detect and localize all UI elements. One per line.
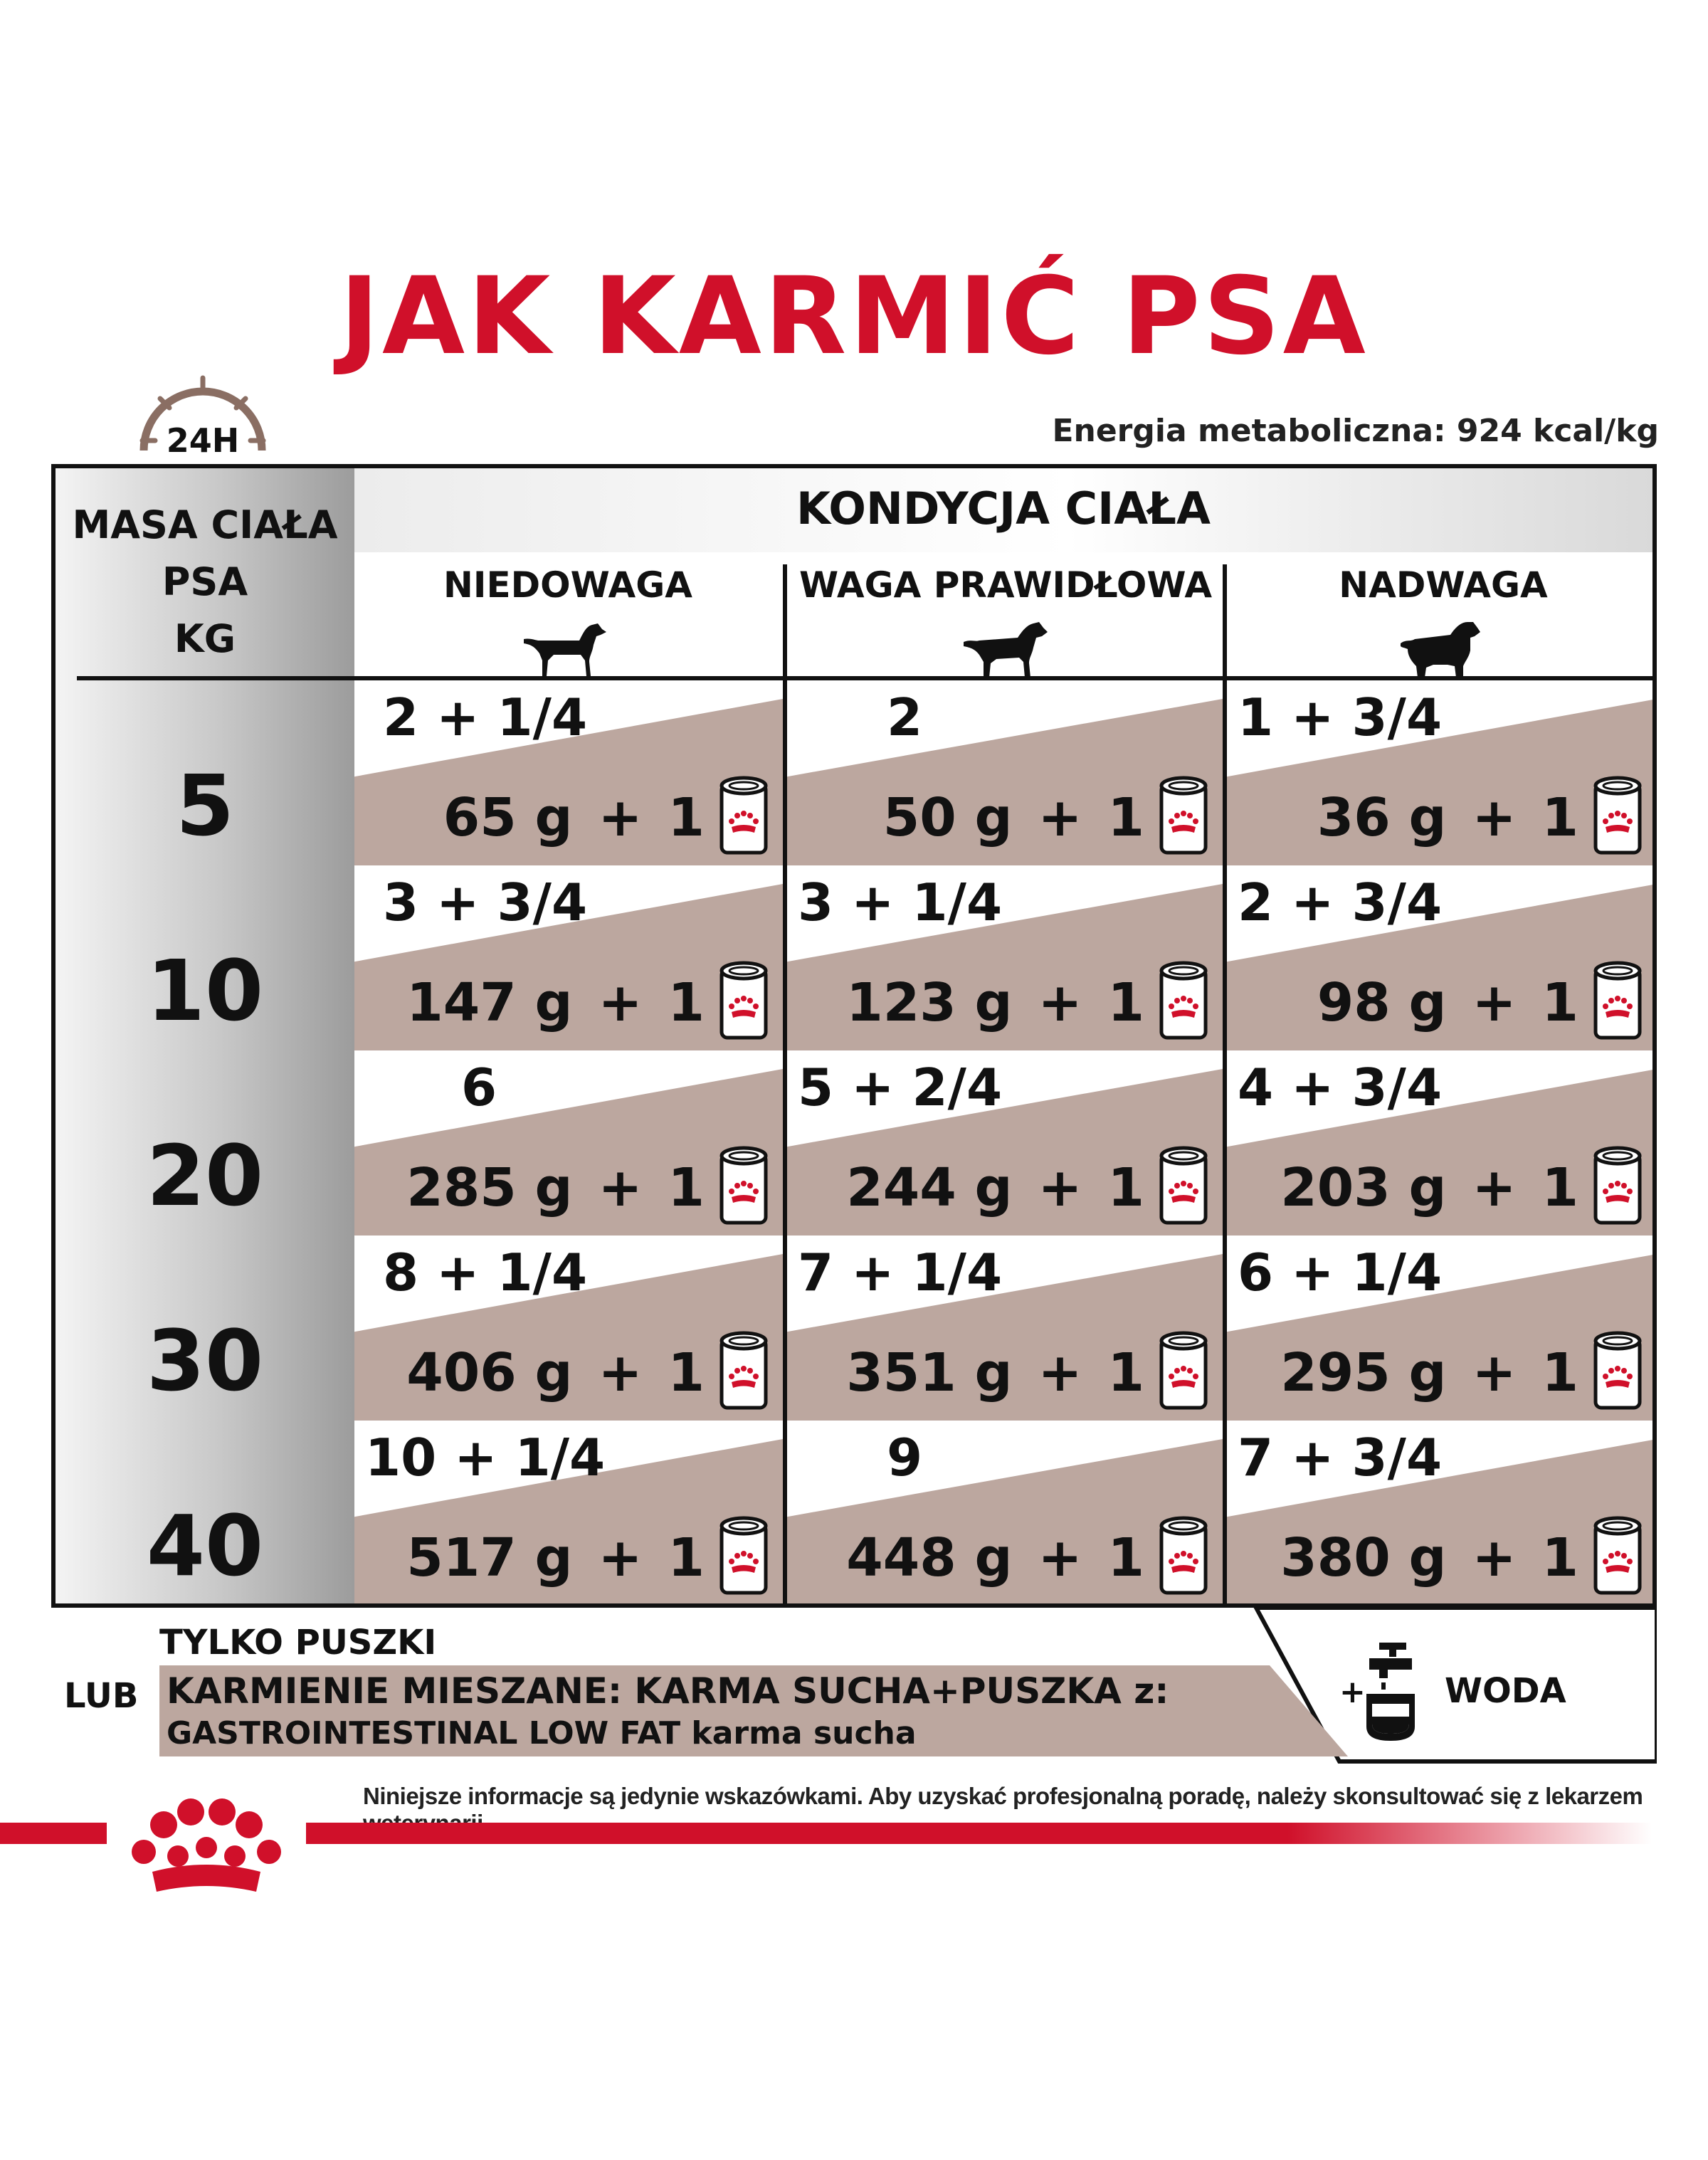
- can-count: 1: [668, 1157, 705, 1218]
- can-count: 1: [1541, 1157, 1578, 1218]
- feeding-cell: [787, 680, 1223, 865]
- or-label: LUB: [64, 1676, 139, 1716]
- clock-24h-icon: [135, 367, 270, 459]
- page-title: JAK KARMIĆ PSA: [339, 255, 1369, 379]
- can-count: 1: [1541, 787, 1578, 848]
- royal-canin-can-icon: [1593, 1329, 1643, 1415]
- grams-plus-cans: [406, 972, 705, 1033]
- only-cans-label: TYLKO PUSZKI: [159, 1623, 437, 1663]
- dry-food-grams: 351 g: [846, 1342, 1013, 1403]
- mass-header: [56, 497, 354, 668]
- can-count: 1: [1541, 1342, 1578, 1403]
- plus-sign: +: [1472, 1157, 1517, 1218]
- dry-food-cups: 2 + 3/4: [1238, 873, 1443, 932]
- royal-canin-can-icon: [1159, 1329, 1208, 1415]
- column-header-normal-weight: WAGA PRAWIDŁOWA: [798, 564, 1213, 606]
- dry-food-grams: 203 g: [1280, 1157, 1447, 1218]
- dry-food-cups: 3 + 3/4: [383, 873, 588, 932]
- weight-5kg: 5: [175, 757, 235, 855]
- dry-food-grams: 65 g: [443, 787, 573, 848]
- weight-40kg: 40: [146, 1497, 264, 1595]
- can-count: 1: [668, 972, 705, 1033]
- royal-canin-can-icon: [1159, 1144, 1208, 1230]
- royal-canin-can-icon: [719, 959, 769, 1045]
- royal-canin-can-icon: [719, 774, 769, 860]
- plus-sign: +: [1472, 1527, 1517, 1589]
- column-header-underweight: NIEDOWAGA: [443, 564, 692, 606]
- disclaimer: Niniejsze informacje są jedynie wskazówkami. Aby uzyskać profesjonalną poradę, należy skonsultować się z lekarzem: [363, 1783, 1643, 1809]
- royal-canin-can-icon: [1159, 1514, 1208, 1600]
- feeding-cell: [354, 680, 783, 865]
- feeding-cell: [787, 1421, 1223, 1606]
- feeding-cell: [354, 1236, 783, 1421]
- feeding-cell: [787, 1050, 1223, 1236]
- can-count: 1: [668, 1342, 705, 1403]
- plus-sign: +: [598, 1342, 643, 1403]
- feeding-cell: [1227, 1050, 1657, 1236]
- dry-food-grams: 98 g: [1317, 972, 1447, 1033]
- mass-header-line3: KG: [174, 616, 236, 661]
- dry-food-grams: 123 g: [846, 972, 1013, 1033]
- plus-sign: +: [1038, 1527, 1082, 1589]
- can-count: 1: [1107, 972, 1144, 1033]
- dry-food-grams: 147 g: [406, 972, 573, 1033]
- feeding-cell: [787, 1236, 1223, 1421]
- dry-food-cups: 6 + 1/4: [1238, 1243, 1443, 1302]
- royal-canin-can-icon: [1593, 959, 1643, 1045]
- royal-canin-can-icon: [719, 1514, 769, 1600]
- dry-food-grams: 380 g: [1280, 1527, 1447, 1589]
- feeding-cell: [354, 865, 783, 1050]
- can-count: 1: [1541, 972, 1578, 1033]
- plus-sign: +: [598, 787, 643, 848]
- feeding-table: [51, 464, 1657, 1608]
- plus-sign: +: [598, 1157, 643, 1218]
- dog-overweight-icon: [1393, 611, 1486, 682]
- mass-header-line1: MASA CIAŁA: [72, 502, 338, 547]
- feeding-cell: [787, 865, 1223, 1050]
- can-count: 1: [668, 1527, 705, 1589]
- grams-plus-cans: [1317, 972, 1578, 1033]
- plus-sign: +: [1472, 1342, 1517, 1403]
- feeding-cell: [354, 1421, 783, 1606]
- weight-30kg: 30: [146, 1312, 264, 1410]
- feeding-cell: [1227, 1236, 1657, 1421]
- dry-food-cups: 6: [461, 1058, 497, 1117]
- dry-food-cups: 7 + 1/4: [798, 1243, 1003, 1302]
- dog-thin-icon: [518, 611, 611, 682]
- grams-plus-cans: [846, 972, 1144, 1033]
- dry-food-grams: 244 g: [846, 1157, 1013, 1218]
- mixed-feeding-line1: KARMIENIE MIESZANE: KARMA SUCHA+PUSZKA z:: [167, 1670, 1169, 1712]
- dry-food-cups: 10 + 1/4: [365, 1428, 606, 1487]
- water-label: WODA: [1445, 1671, 1566, 1711]
- dry-food-grams: 285 g: [406, 1157, 573, 1218]
- dry-food-grams: 50 g: [882, 787, 1013, 848]
- dry-food-cups: 4 + 3/4: [1238, 1058, 1443, 1117]
- condition-header: KONDYCJA CIAŁA: [796, 483, 1211, 534]
- dry-food-grams: 517 g: [406, 1527, 573, 1589]
- feeding-cell: [1227, 1421, 1657, 1606]
- grams-plus-cans: [406, 1342, 705, 1403]
- royal-canin-crown-logo: [121, 1786, 292, 1900]
- grams-plus-cans: [846, 1527, 1144, 1589]
- dry-food-cups: 8 + 1/4: [383, 1243, 588, 1302]
- royal-canin-can-icon: [719, 1329, 769, 1415]
- grams-plus-cans: [443, 787, 705, 848]
- grams-plus-cans: [406, 1527, 705, 1589]
- weight-10kg: 10: [146, 942, 264, 1040]
- plus-sign: +: [1339, 1674, 1366, 1710]
- column-header-overweight: NADWAGA: [1339, 564, 1548, 606]
- dry-food-grams: 36 g: [1317, 787, 1447, 848]
- plus-sign: +: [1472, 972, 1517, 1033]
- royal-canin-can-icon: [1593, 774, 1643, 860]
- dry-food-grams: 406 g: [406, 1342, 573, 1403]
- grams-plus-cans: [406, 1157, 705, 1218]
- plus-sign: +: [1038, 972, 1082, 1033]
- dry-food-cups: 3 + 1/4: [798, 873, 1003, 932]
- feeding-cell: [1227, 865, 1657, 1050]
- plus-sign: +: [1038, 787, 1082, 848]
- can-count: 1: [1107, 1527, 1144, 1589]
- metabolic-energy: Energia metaboliczna: 924 kcal/kg: [1052, 413, 1659, 449]
- dry-food-cups: 5 + 2/4: [798, 1058, 1003, 1117]
- can-count: 1: [668, 787, 705, 848]
- weight-20kg: 20: [146, 1127, 264, 1225]
- can-count: 1: [1107, 787, 1144, 848]
- grams-plus-cans: [846, 1342, 1144, 1403]
- grams-plus-cans: [1280, 1157, 1578, 1218]
- plus-sign: +: [598, 1527, 643, 1589]
- dry-food-cups: 7 + 3/4: [1238, 1428, 1443, 1487]
- grams-plus-cans: [1317, 787, 1578, 848]
- dry-food-grams: 448 g: [846, 1527, 1013, 1589]
- can-count: 1: [1541, 1527, 1578, 1589]
- plus-sign: +: [1038, 1157, 1082, 1218]
- feeding-cell: [1227, 680, 1657, 865]
- grams-plus-cans: [883, 787, 1144, 848]
- plus-sign: +: [598, 972, 643, 1033]
- royal-canin-can-icon: [1593, 1144, 1643, 1230]
- plus-sign: +: [1472, 787, 1517, 848]
- dry-food-grams: 295 g: [1280, 1342, 1447, 1403]
- grams-plus-cans: [846, 1157, 1144, 1218]
- royal-canin-can-icon: [1593, 1514, 1643, 1600]
- dry-food-cups: 9: [887, 1428, 923, 1487]
- royal-canin-can-icon: [1159, 959, 1208, 1045]
- can-count: 1: [1107, 1157, 1144, 1218]
- royal-canin-can-icon: [1159, 774, 1208, 860]
- mixed-feeding-line2: GASTROINTESTINAL LOW FAT karma sucha: [167, 1715, 917, 1751]
- royal-canin-can-icon: [719, 1144, 769, 1230]
- grams-plus-cans: [1280, 1527, 1578, 1589]
- dog-normal-icon: [959, 611, 1052, 682]
- dry-food-cups: 2 + 1/4: [383, 687, 588, 747]
- clock-label: 24H: [166, 421, 240, 459]
- plus-sign: +: [1038, 1342, 1082, 1403]
- can-count: 1: [1107, 1342, 1144, 1403]
- mass-header-line2: PSA: [162, 559, 248, 604]
- dry-food-cups: 1 + 3/4: [1238, 687, 1443, 747]
- feeding-cell: [354, 1050, 783, 1236]
- grams-plus-cans: [1280, 1342, 1578, 1403]
- water-tap-icon: [1338, 1637, 1430, 1744]
- dry-food-cups: 2: [887, 687, 923, 747]
